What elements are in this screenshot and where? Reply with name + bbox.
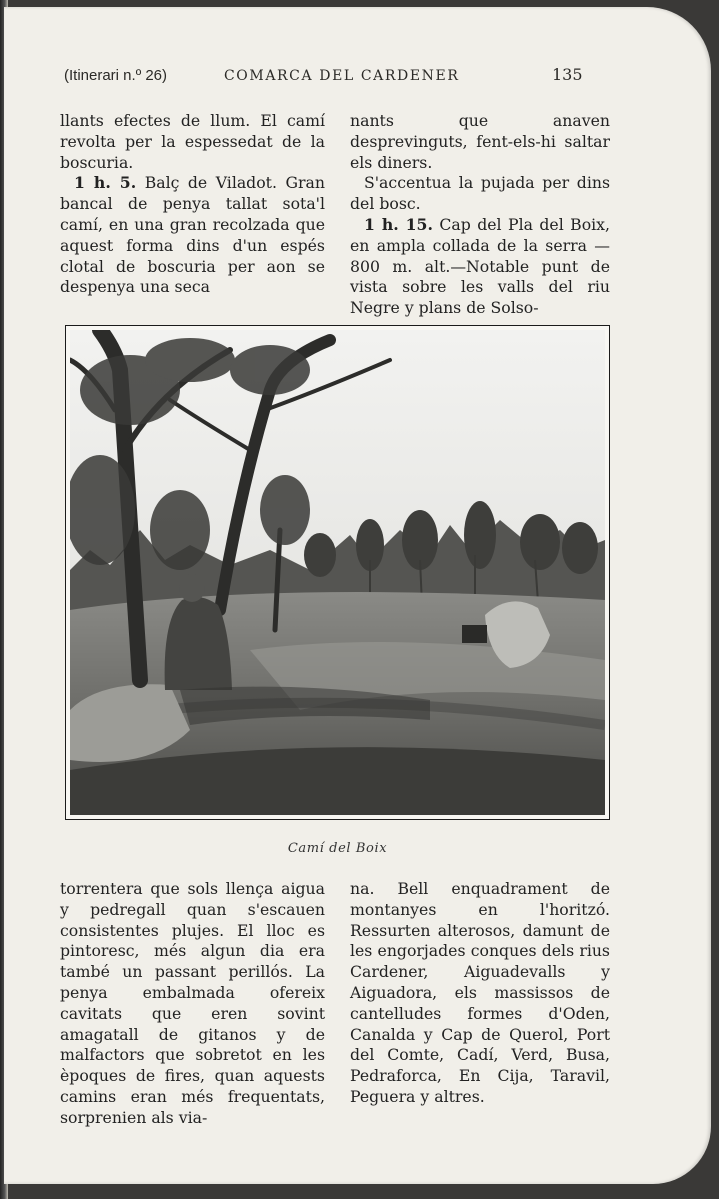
paragraph: [60, 173, 325, 298]
bottom-right-column: [350, 879, 610, 1108]
time-marker: 1 h. 5.: [74, 173, 137, 193]
paragraph: nants que anaven desprevinguts, fent-els-hi saltar els diners.: [350, 111, 610, 172]
top-right-column: [350, 111, 610, 319]
paragraph: torrentera que sols llença aigua y pedregall quan s'escauen consistentes plujes. El lloc es pintoresc, més algun dia era també un passant perillós. La penya embalmada ofereix cavitats que eren sovint amagatall de gitanos y de malfactors que sobretot en les èpoques de fires, quan aquests camins eran més frequentats, sorprenien als via-: [60, 879, 325, 1127]
bottom-left-column: [60, 879, 325, 1129]
time-marker: 1 h. 15.: [364, 214, 433, 234]
paragraph: llants efectes de llum. El camí revolta per la espessedat de la boscuria.: [60, 111, 325, 172]
photograph-frame: [65, 325, 610, 820]
paragraph: S'accentua la pujada per dins del bosc.: [350, 173, 610, 214]
top-left-column: [60, 111, 325, 298]
chapter-title: COMARCA DEL CARDENER: [224, 68, 460, 84]
itinerary-number: (Itinerari n.º 26): [64, 67, 168, 84]
forest-path-photograph: [70, 330, 605, 815]
paragraph: na. Bell enquadrament de montanyes en l'horitzó. Ressurten alterosos, damunt de les engorjades conques dels rius Cardener, Aiguadevalls y Aiguadora, els massissos de cantelludes formes d'Oden, Canalda y Cap de Querol, Port del Comte, Cadí, Verd, Busa, Pedraforca, En Cija, Taravil, Peguera y altres.: [350, 879, 610, 1106]
book-page: [4, 7, 711, 1184]
paragraph: [350, 215, 610, 319]
paragraph-text: Cap del Pla del Boix, en ampla collada de la serra —800 m. alt.—Notable punt de vista sobre les valls del riu Negre y plans de Solso-: [350, 214, 610, 318]
figure-caption: Camí del Boix: [287, 841, 388, 856]
page-number: 135: [552, 65, 583, 84]
paragraph-text: Balç de Viladot. Gran bancal de penya tallat sota'l camí, en una gran recolzada que aquest forma dins d'un espés clotal de boscuria per aon se despenya una seca: [60, 173, 325, 297]
running-header: [64, 65, 584, 91]
